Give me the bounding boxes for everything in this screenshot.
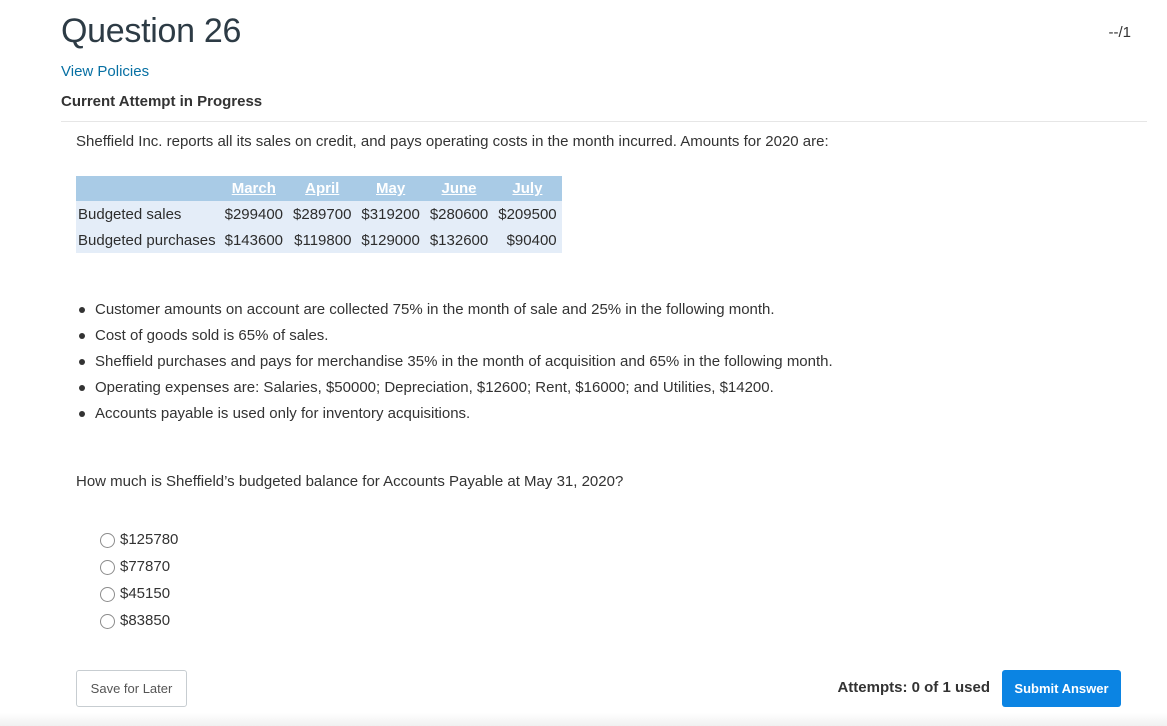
option-label: $77870 — [120, 558, 171, 575]
table-cell: $209500 — [498, 205, 557, 223]
table-cell: $289700 — [293, 205, 352, 223]
table-cell: $129000 — [361, 231, 420, 249]
table-header-blank — [76, 176, 220, 201]
option-label: $83850 — [120, 612, 171, 629]
table-row — [76, 227, 562, 253]
answer-options — [100, 526, 178, 634]
answer-option-4[interactable] — [100, 607, 178, 634]
table-cell: $319200 — [361, 205, 420, 223]
table-row — [76, 201, 562, 227]
answer-option-3[interactable] — [100, 580, 178, 607]
list-item: Sheffield purchases and pays for merchandise 35% in the month of acquisition and 65% in the following month. — [95, 352, 833, 378]
option-label: $45150 — [120, 585, 171, 602]
save-for-later-button[interactable]: Save for Later — [76, 670, 187, 707]
table-cell: $280600 — [429, 205, 489, 223]
budget-table — [76, 176, 562, 253]
radio-button[interactable] — [100, 560, 115, 575]
table-cell: $90400 — [506, 231, 557, 249]
table-column-header: April — [288, 176, 356, 201]
row-label: Budgeted purchases — [78, 231, 216, 249]
table-cell: $119800 — [294, 231, 352, 249]
list-item: Operating expenses are: Salaries, $50000; Depreciation, $12600; Rent, $16000; and Utilities, $14200. — [95, 378, 833, 404]
table-cell: $132600 — [429, 231, 489, 249]
table-cell: $143600 — [224, 231, 284, 249]
view-policies-link[interactable]: View Policies — [61, 63, 150, 80]
question-title: Question 26 — [61, 12, 242, 50]
list-item: Cost of goods sold is 65% of sales. — [95, 326, 833, 352]
list-item: Accounts payable is used only for inventory acquisitions. — [95, 404, 833, 430]
header-divider — [61, 121, 1147, 122]
answer-option-1[interactable] — [100, 526, 178, 553]
problem-intro: Sheffield Inc. reports all its sales on credit, and pays operating costs in the month incurred. Amounts for 2020 are: — [76, 133, 829, 150]
submit-answer-button[interactable]: Submit Answer — [1002, 670, 1121, 707]
radio-button[interactable] — [100, 533, 115, 548]
answer-option-2[interactable] — [100, 553, 178, 580]
question-text: How much is Sheffield’s budgeted balance for Accounts Payable at May 31, 2020? — [76, 473, 624, 490]
attempt-status: Current Attempt in Progress — [61, 93, 263, 110]
row-label: Budgeted sales — [78, 205, 182, 223]
table-header-row — [76, 176, 562, 201]
table-column-header: June — [425, 176, 493, 201]
table-column-header: July — [493, 176, 561, 201]
table-column-header: May — [356, 176, 424, 201]
assumptions-list — [76, 300, 833, 430]
table-column-header: March — [220, 176, 288, 201]
table-cell: $299400 — [224, 205, 284, 223]
radio-button[interactable] — [100, 587, 115, 602]
bottom-shadow — [0, 713, 1167, 726]
question-score: --/1 — [1108, 24, 1131, 41]
radio-button[interactable] — [100, 614, 115, 629]
list-item: Customer amounts on account are collected 75% in the month of sale and 25% in the following month. — [95, 300, 833, 326]
option-label: $125780 — [120, 531, 179, 548]
attempts-counter: Attempts: 0 of 1 used — [837, 679, 990, 696]
